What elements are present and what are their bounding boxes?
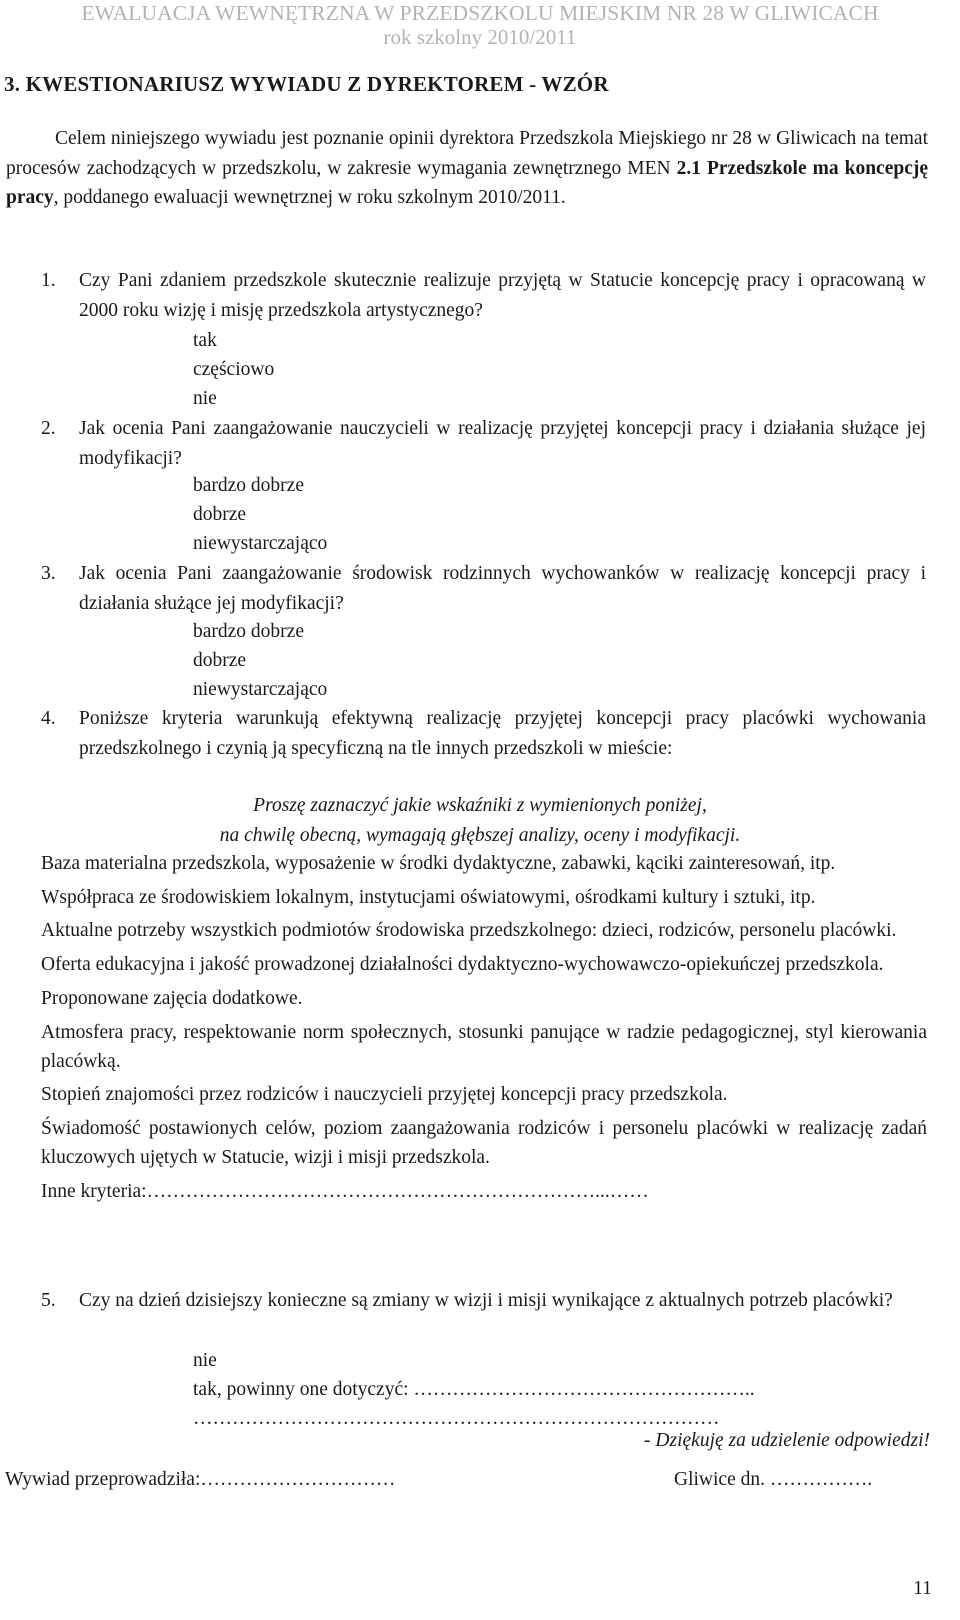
question-5: [41, 1286, 926, 1316]
question-text: Jak ocenia Pani zaangażowanie środowisk rodzinnych wychowanków w realizację koncepcji pracy i działania służące jej modyfikacji?: [79, 563, 926, 614]
question-4: [41, 704, 926, 763]
option-item[interactable]: nie: [193, 1350, 217, 1371]
page-header: [0, 0, 960, 49]
place-date-field[interactable]: Gliwice dn. …………….: [674, 1469, 873, 1490]
header-school-year: rok szkolny 2010/2011: [383, 25, 577, 49]
question-number: 4.: [41, 708, 56, 729]
criteria-list: [41, 849, 927, 1211]
header-title: EWALUACJA WEWNĘTRZNA W PRZEDSZKOLU MIEJSKIM NR 28 W GLIWICACH: [81, 1, 879, 25]
intro-text-after: , poddanego ewaluacji wewnętrznej w roku szkolnym 2010/2011.: [53, 187, 566, 208]
question-number: 1.: [41, 270, 56, 291]
option-item[interactable]: niewystarczająco: [193, 679, 328, 700]
option-item[interactable]: bardzo dobrze: [193, 621, 304, 642]
question-text: Poniższe kryteria warunkują efektywną realizację przyjętej koncepcji pracy placówki wychowania przedszkolnego i czynią ją specyficzną na tle innych przedszkoli w mieście:: [79, 708, 926, 759]
option-item[interactable]: nie: [193, 388, 217, 409]
page-number: 11: [913, 1578, 932, 1599]
instruction: [0, 791, 960, 851]
option-item[interactable]: niewystarczająco: [193, 533, 328, 554]
criterion-item[interactable]: Proponowane zajęcia dodatkowe.: [41, 987, 303, 1009]
criterion-item[interactable]: Świadomość postawionych celów, poziom zaangażowania rodziców i personelu placówki w realizację zadań kluczowych ujętych w Statucie, wizji i misji przedszkola.: [41, 1118, 927, 1169]
interviewer-signature-field[interactable]: Wywiad przeprowadziła:…………………………: [5, 1469, 396, 1490]
thanks-note: - Dziękuję za udzielenie odpowiedzi!: [644, 1430, 930, 1451]
option-item-with-fill-line[interactable]: tak, powinny one dotyczyć: ……………………………………………..: [193, 1379, 755, 1400]
option-item[interactable]: tak: [193, 330, 217, 351]
criterion-item[interactable]: Stopień znajomości przez rodziców i nauczycieli przyjętej koncepcji pracy przedszkola.: [41, 1084, 728, 1106]
intro-bold-requirement: 2.1 Przedszkole ma koncepcję pracy: [6, 157, 929, 208]
criterion-item[interactable]: Baza materialna przedszkola, wyposażenie w środki dydaktyczne, zabawki, kąciki zainteresowań, itp.: [41, 853, 836, 874]
instruction-line: Proszę zaznaczyć jakie wskaźniki z wymienionych poniżej,: [253, 795, 707, 816]
option-item[interactable]: częściowo: [193, 359, 275, 380]
option-item[interactable]: dobrze: [193, 650, 247, 671]
question-1: [41, 266, 926, 325]
option-item[interactable]: dobrze: [193, 504, 247, 525]
question-2-options: [193, 471, 327, 558]
criterion-item[interactable]: Oferta edukacyjna i jakość prowadzonej działalności dydaktyczno-wychowawczo-opiekuńczej przedszkola.: [41, 954, 884, 976]
intro-paragraph: [6, 124, 928, 213]
criterion-item[interactable]: Współpraca ze środowiskiem lokalnym, instytucjami oświatowymi, ośrodkami kultury i sztuki, itp.: [41, 886, 816, 908]
option-item[interactable]: bardzo dobrze: [193, 475, 304, 496]
question-text: Czy na dzień dzisiejszy konieczne są zmiany w wizji i misji wynikające z aktualnych potrzeb placówki?: [79, 1290, 893, 1311]
criterion-item[interactable]: Atmosfera pracy, respektowanie norm społecznych, stosunki panujące w radzie pedagogicznej, styl kierowania placówką.: [41, 1021, 927, 1072]
question-number: 5.: [41, 1290, 56, 1311]
question-text: Czy Pani zdaniem przedszkole skutecznie realizuje przyjętą w Statucie koncepcję pracy i opracowaną w 2000 roku wizję i misję przedszkola artystycznego?: [79, 270, 926, 321]
intro-text-before: Celem niniejszego wywiadu jest poznanie opinii dyrektora Przedszkola Miejskiego nr 28 w Gliwicach na temat procesów zachodzących w przedszkolu, w zakresie wymagania zewnętrznego MEN: [6, 128, 928, 179]
question-1-options: [193, 326, 274, 413]
question-number: 3.: [41, 563, 56, 584]
fill-line[interactable]: ………………………………………………………………………: [193, 1408, 720, 1429]
question-3-options: [193, 617, 327, 704]
question-number: 2.: [41, 418, 56, 439]
question-2: [41, 414, 926, 473]
question-5-options: [193, 1346, 755, 1433]
question-text: Jak ocenia Pani zaangażowanie nauczycieli w realizację przyjętej koncepcji pracy i działania służące jej modyfikacji?: [79, 418, 926, 469]
document-title: 3. KWESTIONARIUSZ WYWIADU Z DYREKTOREM - WZÓR: [4, 72, 609, 96]
question-3: [41, 559, 926, 618]
criterion-other-field[interactable]: Inne kryteria:……………………………………………………………...……: [41, 1181, 649, 1203]
instruction-line: na chwilę obecną, wymagają głębszej analizy, oceny i modyfikacji.: [219, 825, 741, 846]
criterion-item[interactable]: Aktualne potrzeby wszystkich podmiotów środowiska przedszkolnego: dzieci, rodziców, personelu placówki.: [41, 920, 897, 942]
